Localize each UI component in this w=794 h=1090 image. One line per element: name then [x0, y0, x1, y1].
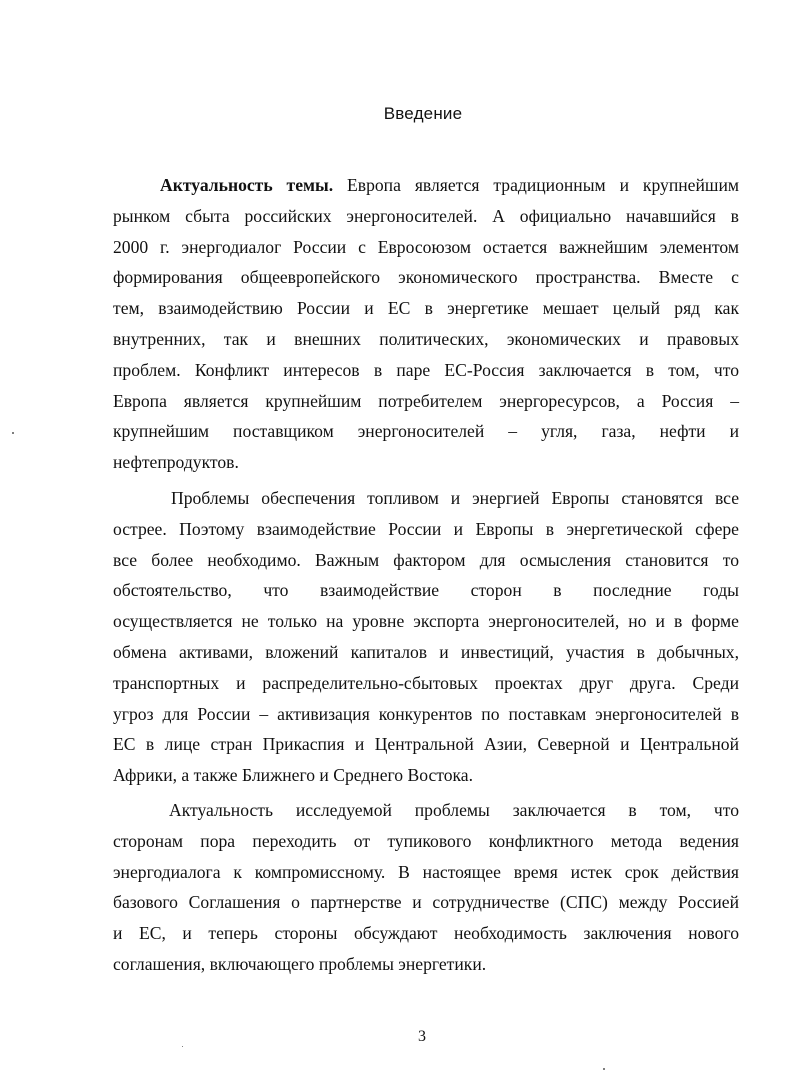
paragraph-relevance	[113, 170, 739, 478]
paragraph-line: 2000 г. энергодиалог России с Евросоюзом остается важнейшим элементом	[113, 236, 739, 257]
paragraph-line: тем, взаимодействию России и ЕС в энергетике мешает целый ряд как	[113, 298, 739, 319]
paragraph-line: формирования общеевропейского экономического пространства. Вместе с	[113, 267, 739, 288]
paragraph-line: Актуальность темы. Европа является традиционным и крупнейшим	[160, 175, 739, 195]
paragraph-line: базового Соглашения о партнерстве и сотрудничестве (СПС) между Россией	[113, 892, 739, 913]
paragraph-line: осуществляется не только на уровне экспорта энергоносителей, но и в форме	[113, 611, 739, 632]
paragraph-line: Европа является крупнейшим потребителем энергоресурсов, а Россия –	[113, 390, 739, 411]
paragraph-line: обмена активами, вложений капиталов и инвестиций, участия в добычных,	[113, 641, 739, 662]
lead-bold-phrase: Актуальность темы.	[160, 175, 334, 195]
paragraph-line: транспортных и распределительно-сбытовых проектах друг друга. Среди	[113, 672, 739, 693]
paragraph-line: сторонам пора переходить от тупикового конфликтного метода ведения	[113, 830, 739, 851]
paragraph-line: Актуальность исследуемой проблемы заключается в том, что	[169, 800, 739, 820]
paragraph-line: внутренних, так и внешних политических, экономических и правовых	[113, 328, 739, 349]
paragraph-line: энергодиалога к компромиссному. В настоящее время истек срок действия	[113, 861, 739, 882]
paragraph-line: и ЕС, и теперь стороны обсуждают необходимость заключения нового	[113, 923, 739, 944]
paragraph-energy-supply	[113, 483, 739, 791]
paragraph-line: Проблемы обеспечения топливом и энергией Европы становятся все	[171, 488, 739, 508]
paragraph-line: ЕС в лице стран Прикаспия и Центральной Азии, Северной и Центральной	[113, 734, 739, 755]
paragraph-line: соглашения, включающего проблемы энергетики.	[113, 953, 487, 974]
paragraph-line: крупнейшим поставщиком энергоносителей – угля, газа, нефти и	[113, 421, 739, 442]
scan-speck	[12, 432, 14, 434]
paragraph-line: Африки, а также Ближнего и Среднего Востока.	[113, 765, 474, 786]
paragraph-research-problem	[113, 795, 739, 980]
paragraph-line: все более необходимо. Важным фактором для осмысления становится то	[113, 549, 739, 570]
paragraph-line: угроз для России – активизация конкурентов по поставкам энергоносителей в	[113, 703, 739, 724]
paragraph-line: нефтепродуктов.	[113, 452, 239, 473]
paragraph-line: проблем. Конфликт интересов в паре ЕС-Россия заключается в том, что	[113, 359, 739, 380]
section-heading: Введение	[383, 104, 463, 123]
paragraph-line: острее. Поэтому взаимодействие России и Европы в энергетической сфере	[113, 518, 739, 539]
paragraph-line: рынком сбыта российских энергоносителей. А официально начавшийся в	[113, 205, 739, 226]
scan-speck	[182, 1046, 183, 1047]
scan-speck	[603, 1068, 605, 1070]
page-number: 3	[418, 1028, 426, 1045]
paragraph-line: обстоятельство, что взаимодействие сторон в последние годы	[113, 580, 739, 601]
